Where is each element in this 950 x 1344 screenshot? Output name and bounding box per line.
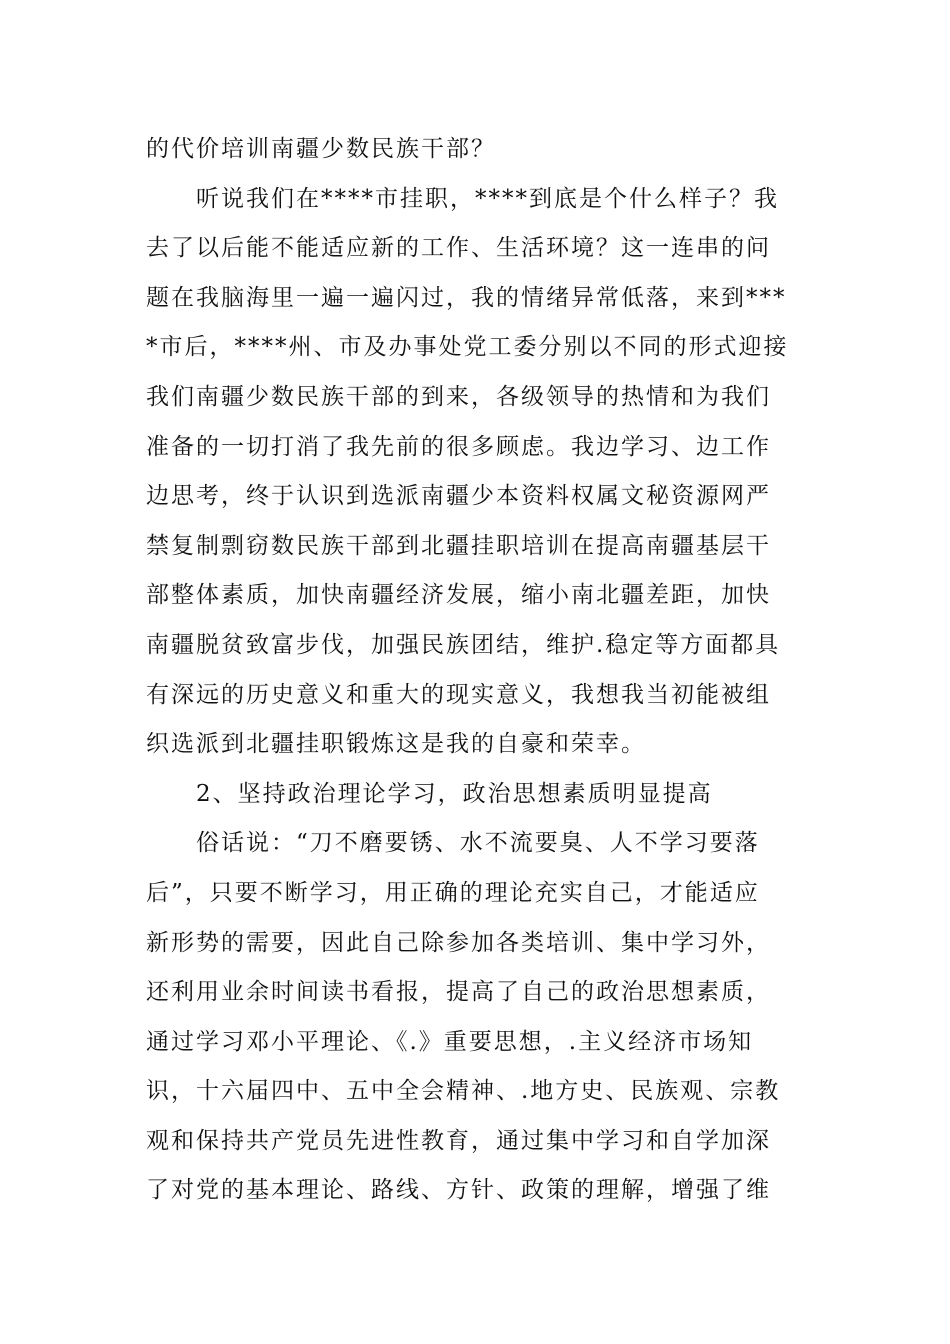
text-line: 2、坚持政治理论学习，政治思想素质明显提高 [196,780,713,807]
text-line: 禁复制剽窃数民族干部到北疆挂职培训在提高南疆基层干 [146,532,771,559]
text-line: *市后，****州、市及办事处党工委分别以不同的形式迎接 [146,334,789,361]
text-line: 通过学习邓小平理论、《.》重要思想，.主义经济市场知 [146,1028,754,1055]
text-line: 还利用业余时间读书看报，提高了自己的政治思想素质， [146,979,771,1006]
text-line: 南疆脱贫致富步伐，加强民族团结，维护.稳定等方面都具 [146,631,781,658]
text-line: 听说我们在****市挂职，****到底是个什么样子？我 [196,185,779,212]
text-line: 题在我脑海里一遍一遍闪过，我的情绪异常低落，来到*** [146,284,787,311]
text-line: 边思考，终于认识到选派南疆少本资料权属文秘资源网严 [146,483,771,510]
text-line: 观和保持共产党员先进性教育，通过集中学习和自学加深 [146,1127,771,1154]
text-line: 新形势的需要，因此自己除参加各类培训、集中学习外， [146,929,771,956]
text-line: 去了以后能不能适应新的工作、生活环境？这一连串的问 [146,235,771,262]
text-line: 的代价培训南疆少数民族干部？ [146,136,496,162]
text-line: 部整体素质，加快南疆经济发展，缩小南北疆差距，加快 [146,582,771,609]
text-line: 俗话说：“刀不磨要锈、水不流要臭、人不学习要落 [196,830,760,857]
text-line: 织选派到北疆挂职锻炼这是我的自豪和荣幸。 [146,731,646,758]
text-line: 识，十六届四中、五中全会精神、.地方史、民族观、宗教 [146,1078,781,1105]
text-line: 有深远的历史意义和重大的现实意义，我想我当初能被组 [146,681,771,708]
text-line: 后”，只要不断学习，用正确的理论充实自己，才能适应 [146,879,760,906]
text-line: 了对党的基本理论、路线、方针、政策的理解，增强了维 [146,1177,771,1204]
text-line: 我们南疆少数民族干部的到来，各级领导的热情和为我们 [146,383,771,410]
text-line: 准备的一切打消了我先前的很多顾虑。我边学习、边工作 [146,433,771,460]
document-body [146,125,810,1216]
